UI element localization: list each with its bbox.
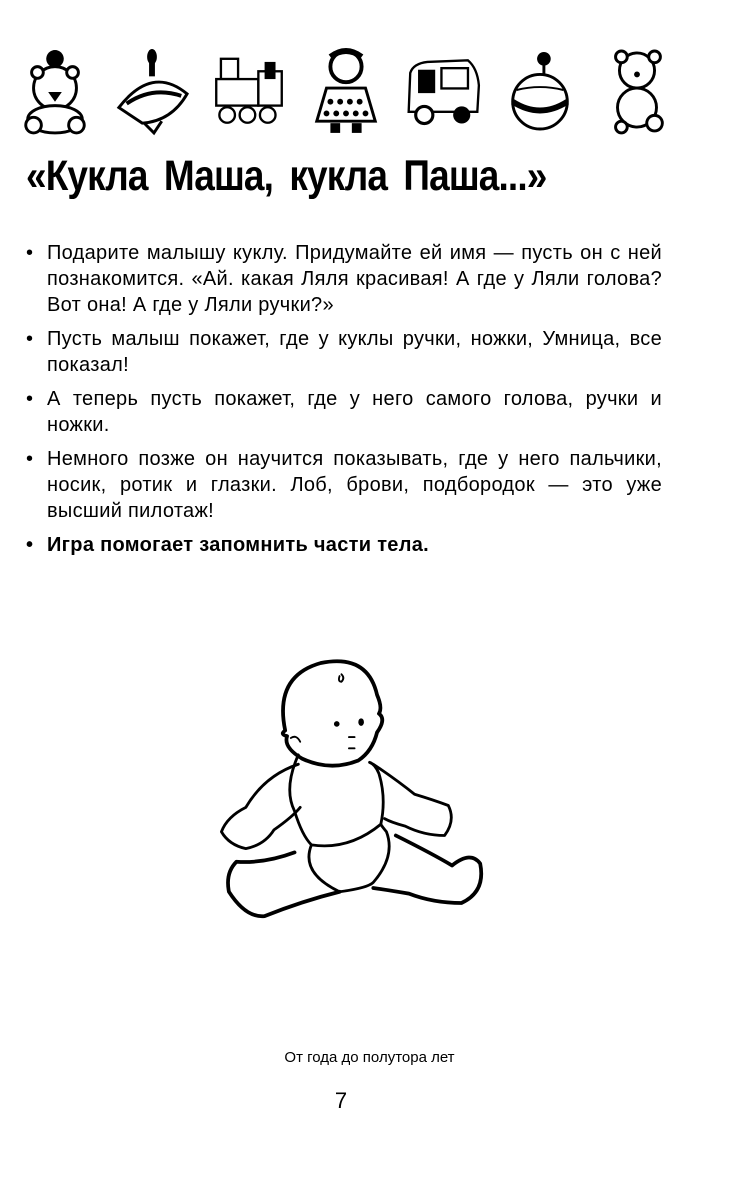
list-item	[26, 386, 662, 438]
list-item-text: А теперь пусть покажет, где у него самого голова, ручки и ножки.	[47, 388, 662, 436]
list-item	[26, 240, 662, 318]
bullet: •	[26, 448, 34, 470]
running-footer: От года до полутора лет	[284, 1049, 455, 1066]
bullet: •	[26, 388, 34, 410]
teddy-bear-hat-icon	[16, 44, 94, 136]
toy-illustration-strip	[16, 36, 676, 136]
list-item-text: Немного позже он научится показывать, где у него пальчики, носик, ротик и глазки. Лоб, брови, подбородок — это уже высший пилотаж!	[47, 448, 662, 522]
list-item-text: Подарите малышу куклу. Придумайте ей имя — пусть он с ней познакомится. «Ай. какая Ляля красивая! А где у Ляли голова? Вот она! А где у Ляли ручки?»	[47, 242, 662, 316]
spinning-top-icon	[113, 44, 191, 136]
toy-train-icon	[210, 44, 288, 136]
list-item-text: Пусть малыш покажет, где у куклы ручки, ножки, Умница, все показал!	[47, 328, 662, 376]
list-item-text: Игра помогает запомнить части тела.	[47, 534, 430, 556]
page-title: «Кукла Маша, кукла Паша...»	[26, 152, 547, 200]
bullet: •	[26, 534, 34, 556]
list-item	[26, 446, 662, 524]
toy-truck-icon	[404, 44, 482, 136]
list-item	[26, 326, 662, 378]
teddy-bear-icon	[598, 44, 676, 136]
baby-doll-illustration	[203, 648, 523, 948]
ball-top-icon	[501, 44, 579, 136]
page-number: 7	[334, 1088, 348, 1113]
bullet: •	[26, 242, 34, 264]
bullet: •	[26, 328, 34, 350]
rag-doll-icon	[307, 44, 385, 136]
instruction-list	[26, 240, 662, 566]
list-item-summary	[26, 532, 662, 558]
